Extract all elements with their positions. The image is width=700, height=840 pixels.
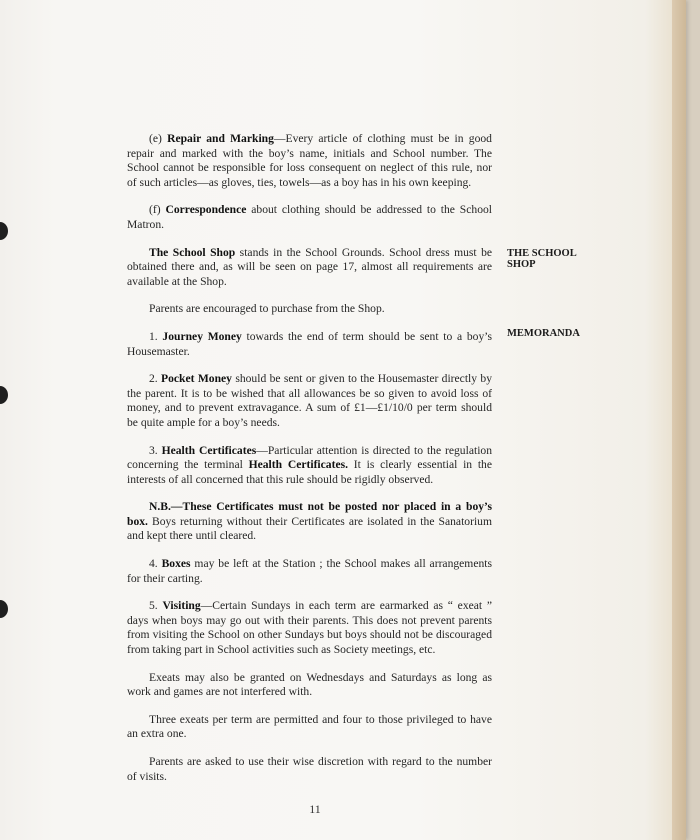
paragraph-body: —Particular attention is directed to the regulation concerning the terminal [127,443,493,472]
paragraph-number: 3. [149,443,162,457]
paragraph-body: stands in the School Grounds. School dress must be obtained there and, as will be seen on page 17, almost all requirements are available at the Shop. [127,245,493,288]
paragraph-body: It is clearly essential in the interests of all concerned that this rule should be rigidly observed. [127,458,492,486]
paragraph-heading: Visiting [162,599,201,613]
paragraph-heading: Journey Money [162,329,242,343]
paragraph-number: 1. [149,329,163,343]
paragraph-heading: Repair and Marking [167,132,274,145]
binder-hole [0,386,8,404]
paragraph-visits [127,755,492,784]
paragraph-number: 4. [149,557,162,571]
paragraph-pocket-money [127,372,492,430]
paragraph-visiting [127,599,492,657]
page-edge [672,0,686,840]
paragraph-body: —Certain Sundays in each term are earmarked as “ exeat ” days when boys may go out with their parents. This does not prevent parents from visiting the School on other Sundays but boys should not be discouraged from taking part in School activities such as Society meetings, etc. [127,599,493,657]
paragraph-heading: Pocket Money [161,372,232,386]
paragraph-number: (f) [149,203,166,217]
paragraph-heading: Boxes [161,557,191,571]
paragraph-body: should be sent or given to the Housemaster directly by the parent. It is to be wished that all allowances be so given to avoid loss of money, and to prevent extravagance. A sum of £1—£1/10/0 per term should be quite ample for a boy’s needs. [127,372,492,429]
paragraph-body: about clothing should be addressed to the School Matron. [127,203,493,231]
paragraph-heading: Correspondence [165,203,247,217]
paragraph-heading: Health Certificates [161,443,257,457]
paragraph-body: Exeats may also be granted on Wednesdays and Saturdays as long as work and games are not interfered with. [127,670,492,699]
paragraph-body: may be left at the Station ; the School makes all arrangements for their carting. [127,557,493,585]
paragraph-journey-money [127,330,492,359]
binder-hole [0,600,8,618]
paragraph-nb [127,500,492,544]
paragraph-body: Parents are asked to use their wise discretion with regard to the number of visits. [127,755,492,783]
body-text [127,132,492,797]
paragraph-repair-marking [127,132,492,190]
paragraph-body: Three exeats per term are permitted and four to those privileged to have an extra one. [127,712,492,741]
paragraph-heading: The School Shop [149,245,236,259]
paragraph-school-shop [127,246,492,290]
side-heading-memoranda: MEMORANDA [507,328,580,339]
paragraph-heading: N.B.—These Certificates must not be posted nor placed in a boy’s box. [127,500,492,528]
paragraph-boxes [127,557,492,586]
paragraph-body: Parents are encouraged to purchase from the Shop. [149,302,385,316]
paragraph-purchase [127,302,492,317]
paragraph-number: 2. [149,372,162,386]
paragraph-body: towards the end of term should be sent to a boy’s Housemaster. [127,329,492,358]
binder-hole [0,222,8,240]
paragraph-number: (e) [149,132,168,145]
paragraph-correspondence [127,203,492,232]
paragraph-exeats-per-term [127,713,492,742]
paragraph-body: —Every article of clothing must be in good repair and marked with the boy’s name, initials and School number. The School cannot be responsible for loss consequent on neglect of this rule, nor of such articles—as gloves, ties, towels—as a boy has in his own keeping. [127,132,492,189]
paragraph-number: 5. [149,599,163,613]
paragraph-body: Boys returning without their Certificates are isolated in the Sanatorium and kept there until cleared. [127,514,492,543]
paragraph-health-certificates [127,444,492,488]
page-number: 11 [309,802,321,816]
side-heading-school-shop: THE SCHOOL SHOP [507,248,577,270]
paragraph-emphasis: Health Certificates. [248,458,349,472]
paragraph-exeats [127,671,492,700]
